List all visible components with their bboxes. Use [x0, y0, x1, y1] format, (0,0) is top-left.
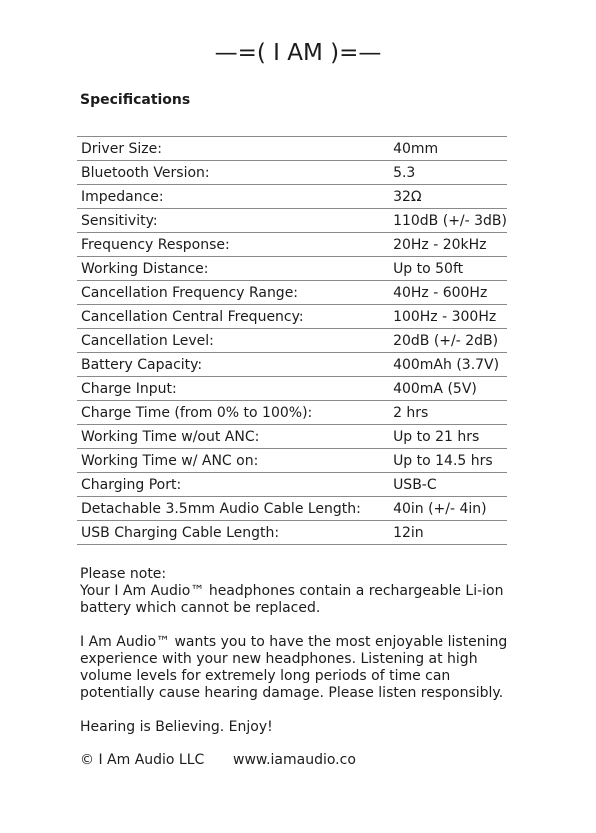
spec-value: 40mm: [389, 137, 507, 161]
note-heading: Please note:: [80, 566, 167, 582]
spec-label: Driver Size:: [77, 137, 389, 161]
spec-row: [77, 497, 507, 521]
specifications-heading: Specifications: [80, 92, 191, 108]
notes-section: [80, 566, 520, 736]
spec-label: Working Time w/out ANC:: [77, 425, 389, 449]
specifications-table-body: [77, 137, 507, 545]
spec-label: Working Time w/ ANC on:: [77, 449, 389, 473]
spec-row: [77, 257, 507, 281]
slogan: Hearing is Believing. Enjoy!: [80, 719, 273, 735]
spec-label: Working Distance:: [77, 257, 389, 281]
spec-row: [77, 521, 507, 545]
spec-label: Charge Input:: [77, 377, 389, 401]
spec-row: [77, 233, 507, 257]
spec-row: [77, 449, 507, 473]
spec-label: Battery Capacity:: [77, 353, 389, 377]
spec-label: Cancellation Central Frequency:: [77, 305, 389, 329]
spec-label: Bluetooth Version:: [77, 161, 389, 185]
spec-row: [77, 305, 507, 329]
spec-label: Frequency Response:: [77, 233, 389, 257]
footer: [80, 752, 356, 768]
spec-label: Charging Port:: [77, 473, 389, 497]
spec-value: 20Hz - 20kHz: [389, 233, 507, 257]
spec-row: [77, 353, 507, 377]
spec-value: 20dB (+/- 2dB): [389, 329, 507, 353]
specifications-table: [77, 136, 507, 545]
spec-label: Detachable 3.5mm Audio Cable Length:: [77, 497, 389, 521]
spec-value: Up to 21 hrs: [389, 425, 507, 449]
spec-row: [77, 137, 507, 161]
listening-warning: I Am Audio™ wants you to have the most enjoyable listening experience with your new headphones. Listening at high volume levels for extremely long periods of time can potentially cause hearing damage. Please listen responsibly.: [80, 634, 508, 701]
spec-row: [77, 425, 507, 449]
spec-value: 12in: [389, 521, 507, 545]
spec-label: Cancellation Level:: [77, 329, 389, 353]
spec-label: USB Charging Cable Length:: [77, 521, 389, 545]
spec-row: [77, 209, 507, 233]
spec-row: [77, 185, 507, 209]
brand-logo: —=( I AM )=—: [214, 40, 382, 66]
spec-label: Cancellation Frequency Range:: [77, 281, 389, 305]
spec-row: [77, 281, 507, 305]
spec-row: [77, 329, 507, 353]
spec-value: 100Hz - 300Hz: [389, 305, 507, 329]
website-link[interactable]: www.iamaudio.co: [233, 752, 356, 768]
spec-value: 40in (+/- 4in): [389, 497, 507, 521]
spec-row: [77, 377, 507, 401]
spec-row: [77, 401, 507, 425]
spec-row: [77, 473, 507, 497]
spec-value: 5.3: [389, 161, 507, 185]
spec-value: 40Hz - 600Hz: [389, 281, 507, 305]
spec-value: Up to 14.5 hrs: [389, 449, 507, 473]
battery-note: Your I Am Audio™ headphones contain a rechargeable Li-ion battery which cannot be replaced.: [80, 583, 504, 616]
spec-label: Impedance:: [77, 185, 389, 209]
spec-value: USB-C: [389, 473, 507, 497]
spec-label: Sensitivity:: [77, 209, 389, 233]
spec-row: [77, 161, 507, 185]
spec-value: Up to 50ft: [389, 257, 507, 281]
spec-value: 400mA (5V): [389, 377, 507, 401]
copyright-text: © I Am Audio LLC: [80, 752, 205, 768]
spec-value: 2 hrs: [389, 401, 507, 425]
spec-value: 110dB (+/- 3dB): [389, 209, 507, 233]
spec-value: 32Ω: [389, 185, 507, 209]
spec-value: 400mAh (3.7V): [389, 353, 507, 377]
spec-label: Charge Time (from 0% to 100%):: [77, 401, 389, 425]
